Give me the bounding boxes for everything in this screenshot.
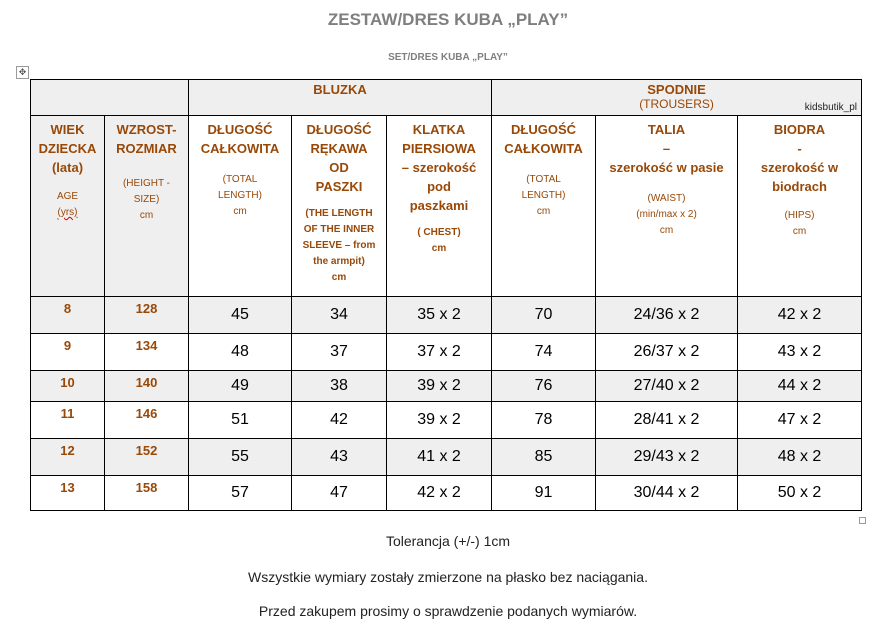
cell-dl-bluzka: 51 [189, 402, 292, 439]
header-wzrost [105, 116, 189, 297]
table-move-handle-icon[interactable]: ✥ [16, 66, 29, 79]
size-table [30, 79, 862, 511]
header-dl-spodnie-l2: CAŁKOWITA [504, 141, 583, 156]
header-dl-bluzka-l5: cm [233, 206, 247, 217]
cell-biodra: 44 x 2 [738, 371, 862, 402]
cell-biodra: 47 x 2 [738, 402, 862, 439]
table-row [31, 439, 862, 476]
cell-dl-bluzka: 55 [189, 439, 292, 476]
spodnie-sublabel: (TROUSERS) [639, 97, 714, 111]
cell-talia: 27/40 x 2 [596, 371, 738, 402]
cell-dl-spodnie: 74 [492, 334, 596, 371]
header-biodra-l5: (HIPS) [784, 210, 815, 221]
cell-rekaw: 38 [292, 371, 387, 402]
cell-dl-bluzka: 57 [189, 476, 292, 511]
cell-klatka: 39 x 2 [387, 402, 492, 439]
header-talia-l6: cm [659, 225, 674, 236]
cell-wiek: 12 [31, 439, 105, 476]
cell-wzrost: 158 [105, 476, 189, 511]
cell-wzrost: 134 [105, 334, 189, 371]
header-klatka-l6: ( CHEST) [417, 227, 461, 238]
brand-watermark: kidsbutik_pl [804, 102, 858, 113]
header-wzrost-l3: (HEIGHT - [122, 178, 171, 189]
cell-wzrost: 152 [105, 439, 189, 476]
header-group-empty [31, 80, 189, 116]
cell-wiek: 10 [31, 371, 105, 402]
header-talia-l4: (WAIST) [647, 193, 686, 204]
cell-dl-bluzka: 48 [189, 334, 292, 371]
header-wiek [31, 116, 105, 297]
header-wzrost-l5: cm [139, 210, 154, 221]
header-dl-bluzka-l1: DŁUGOŚĆ [207, 122, 273, 137]
header-wiek-l5: (yrs) [57, 207, 78, 218]
cell-talia: 29/43 x 2 [596, 439, 738, 476]
table-resize-handle[interactable] [859, 517, 866, 524]
header-columns-row [31, 116, 862, 297]
cell-rekaw: 34 [292, 297, 387, 334]
header-dl-spodnie-l5: cm [536, 206, 551, 217]
header-rekaw-l3: OD [329, 160, 349, 175]
cell-klatka: 41 x 2 [387, 439, 492, 476]
header-klatka [387, 116, 492, 297]
cell-biodra: 48 x 2 [738, 439, 862, 476]
header-group-row [31, 80, 862, 116]
cell-talia: 24/36 x 2 [596, 297, 738, 334]
header-klatka-l7: cm [431, 243, 447, 254]
spodnie-label: SPODNIE [647, 82, 706, 97]
check-note: Przed zakupem prosimy o sprawdzenie podanych wymiarów. [258, 603, 638, 619]
header-group-spodnie [492, 80, 862, 116]
header-biodra-l3: szerokość w [760, 160, 839, 175]
header-talia-l1: TALIA [647, 122, 686, 137]
cell-klatka: 39 x 2 [387, 371, 492, 402]
measurement-note: Wszystkie wymiary zostały zmierzone na płasko bez naciągania. [248, 569, 648, 585]
cell-wzrost: 128 [105, 297, 189, 334]
cell-talia: 30/44 x 2 [596, 476, 738, 511]
header-wzrost-l2: ROZMIAR [116, 141, 177, 156]
header-klatka-l5: paszkami [409, 198, 469, 213]
header-klatka-l3: – szerokość [401, 160, 477, 175]
table-row [31, 334, 862, 371]
header-biodra-l4: biodrach [772, 179, 827, 194]
tolerance-note: Tolerancja (+/-) 1cm [385, 533, 511, 549]
header-dl-spodnie-l3: (TOTAL [526, 174, 561, 185]
header-wzrost-l4: SIZE) [133, 194, 160, 205]
document-subtitle: SET/DRES KUBA „PLAY” [388, 52, 508, 63]
cell-dl-spodnie: 78 [492, 402, 596, 439]
header-wzrost-l1: WZROST- [116, 122, 177, 137]
cell-dl-spodnie: 76 [492, 371, 596, 402]
cell-wiek: 11 [31, 402, 105, 439]
header-dl-bluzka-l3: (TOTAL [222, 174, 258, 185]
cell-dl-bluzka: 49 [189, 371, 292, 402]
header-talia-l3: szerokość w pasie [609, 160, 724, 175]
header-wiek-l4: AGE [56, 191, 79, 202]
header-dl-bluzka-l4: LENGTH) [218, 190, 262, 201]
cell-klatka: 42 x 2 [387, 476, 492, 511]
header-rekaw [292, 116, 387, 297]
header-dl-spodnie-l4: LENGTH) [521, 190, 566, 201]
header-klatka-l4: pod [427, 179, 451, 194]
header-wiek-l1: WIEK [50, 122, 85, 137]
header-wiek-l2: DZIECKA [38, 141, 97, 156]
cell-rekaw: 47 [292, 476, 387, 511]
header-rekaw-l7: SLEEVE – from [302, 240, 376, 251]
header-biodra-l2: - [797, 141, 802, 156]
header-group-bluzka [189, 80, 492, 116]
cell-wzrost: 140 [105, 371, 189, 402]
cell-dl-spodnie: 91 [492, 476, 596, 511]
cell-dl-bluzka: 45 [189, 297, 292, 334]
header-rekaw-l8: the armpit) [313, 256, 365, 267]
header-talia-l2: – [662, 141, 671, 156]
document-title: ZESTAW/DRES KUBA „PLAY” [327, 10, 569, 29]
cell-dl-spodnie: 70 [492, 297, 596, 334]
cell-wzrost: 146 [105, 402, 189, 439]
table-row [31, 476, 862, 511]
header-wiek-l3: (lata) [51, 160, 84, 175]
header-rekaw-l2: RĘKAWA [310, 141, 368, 156]
cell-wiek: 8 [31, 297, 105, 334]
cell-rekaw: 43 [292, 439, 387, 476]
header-rekaw-l6: OF THE INNER [303, 224, 375, 235]
header-dl-bluzka [189, 116, 292, 297]
header-biodra-l1: BIODRA [773, 122, 826, 137]
header-talia [596, 116, 738, 297]
header-rekaw-l1: DŁUGOŚĆ [306, 122, 372, 137]
cell-talia: 28/41 x 2 [596, 402, 738, 439]
header-klatka-l2: PIERSIOWA [402, 141, 476, 156]
header-biodra [738, 116, 862, 297]
cell-wiek: 9 [31, 334, 105, 371]
cell-rekaw: 42 [292, 402, 387, 439]
cell-biodra: 42 x 2 [738, 297, 862, 334]
header-rekaw-l9: cm [331, 272, 347, 283]
header-dl-spodnie [492, 116, 596, 297]
table-row [31, 371, 862, 402]
bluzka-label: BLUZKA [313, 82, 367, 97]
cell-klatka: 35 x 2 [387, 297, 492, 334]
cell-talia: 26/37 x 2 [596, 334, 738, 371]
cell-wiek: 13 [31, 476, 105, 511]
header-talia-l5: (min/max x 2) [636, 209, 697, 220]
cell-biodra: 50 x 2 [738, 476, 862, 511]
header-biodra-l6: cm [792, 226, 807, 237]
header-klatka-l1: KLATKA [412, 122, 466, 137]
cell-rekaw: 37 [292, 334, 387, 371]
cell-dl-spodnie: 85 [492, 439, 596, 476]
header-dl-spodnie-l1: DŁUGOŚĆ [511, 122, 577, 137]
header-rekaw-l4: PASZKI [315, 179, 363, 194]
header-dl-bluzka-l2: CAŁKOWITA [200, 141, 280, 156]
table-row [31, 297, 862, 334]
header-rekaw-l5: (THE LENGTH [305, 208, 373, 219]
table-row [31, 402, 862, 439]
cell-klatka: 37 x 2 [387, 334, 492, 371]
cell-biodra: 43 x 2 [738, 334, 862, 371]
